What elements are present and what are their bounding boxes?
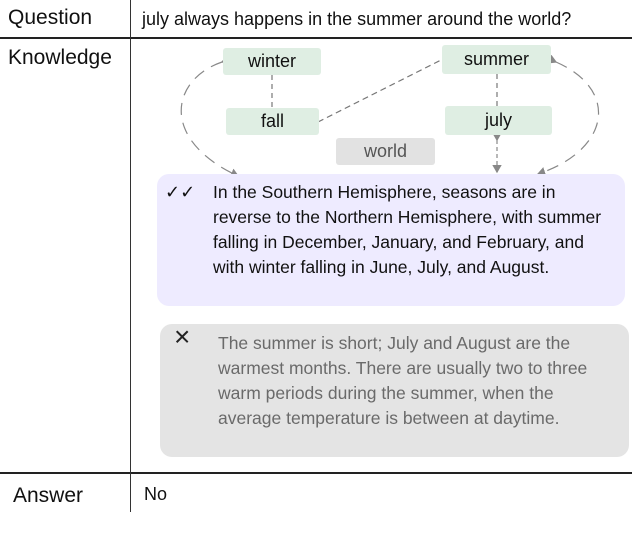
row-divider-bottom <box>0 472 632 474</box>
edge-fall-summer <box>318 58 445 122</box>
node-fall: fall <box>226 108 319 135</box>
knowledge-label: Knowledge <box>8 46 112 69</box>
node-summer: summer <box>442 45 551 74</box>
supporting-evidence-card <box>157 174 625 306</box>
rejected-evidence-card <box>160 321 629 457</box>
supporting-evidence-text: In the Southern Hemisphere, seasons are in reverse to the Northern Hemisphere, with summer falling in December, January, and February, and with winter falling in June, July, and August. <box>213 182 602 277</box>
knowledge-graph <box>0 0 632 190</box>
cross-icon: × <box>174 321 191 352</box>
node-winter: winter <box>223 48 321 75</box>
question-text: july always happens in the summer around the world? <box>142 9 572 29</box>
double-check-icon: ✓✓ <box>165 182 196 202</box>
node-world: world <box>336 138 435 165</box>
node-july: july <box>445 106 552 135</box>
answer-text: No <box>144 484 168 504</box>
question-label: Question <box>8 6 93 29</box>
answer-label: Answer <box>13 484 84 507</box>
rejected-evidence-text: The summer is short; July and August are the warmest months. There are usually two to three warm periods during the summer, when the average temperature is between at daytime. <box>218 333 588 428</box>
